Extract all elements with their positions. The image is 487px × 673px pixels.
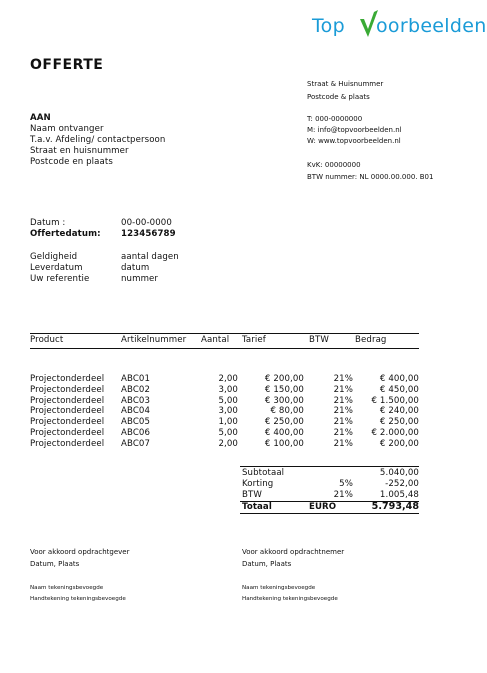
geldigheid-label: Geldigheid [30, 252, 78, 262]
logo-text-oorbeelden: oorbeelden [376, 15, 487, 37]
cell-artikel: ABC06 [121, 428, 151, 438]
cell-aantal: 5,00 [218, 428, 238, 438]
cell-artikel: ABC02 [121, 384, 151, 395]
signature-left-heading: Voor akkoord opdrachtgever [30, 548, 130, 556]
cell-aantal: 2,00 [218, 374, 238, 384]
sender-address [307, 79, 383, 102]
cell-bedrag: € 400,00 [379, 374, 419, 384]
sender-contact [307, 114, 402, 146]
leverdatum-label: Leverdatum [30, 263, 83, 273]
recipient-block [30, 113, 165, 168]
recipient-name: Naam ontvanger [30, 124, 104, 134]
cell-tarief: € 250,00 [264, 417, 304, 428]
signature-right-heading: Voor akkoord opdrachtnemer [242, 548, 345, 556]
cell-artikel: ABC03 [121, 395, 151, 406]
cell-btw: 21% [333, 384, 353, 395]
cell-product: Projectonderdeel [30, 417, 105, 428]
signature-opdrachtnemer [242, 547, 344, 569]
recipient-postcode: Postcode en plaats [30, 157, 113, 167]
col-header-product: Product [30, 335, 64, 345]
cell-artikel: ABC04 [121, 406, 151, 417]
sender-registration [307, 160, 433, 182]
cell-bedrag: € 240,00 [379, 406, 419, 417]
sender-phone: T: 000-0000000 [307, 115, 363, 123]
sender-kvk: KvK: 00000000 [307, 161, 361, 169]
totals-top-rule [240, 466, 419, 467]
cell-btw: 21% [333, 438, 353, 449]
cell-tarief: € 150,00 [264, 384, 304, 395]
cell-tarief: € 80,00 [270, 406, 304, 417]
table-top-rule [30, 333, 419, 334]
col-header-bedrag: Bedrag [355, 335, 387, 345]
cell-artikel: ABC07 [121, 438, 151, 449]
signature-left-date-place: Datum, Plaats [30, 560, 80, 568]
totaal-label: Totaal [242, 502, 272, 512]
signature-left-sign: Handtekening tekeningsbevoegde [30, 596, 126, 602]
cell-aantal: 3,00 [218, 384, 238, 395]
cell-tarief: € 200,00 [264, 374, 304, 384]
cell-btw: 21% [333, 406, 353, 417]
recipient-heading: AAN [30, 113, 51, 123]
col-header-artikel: Artikelnummer [121, 335, 187, 345]
datum-value: 00-00-0000 [121, 218, 172, 228]
totaal-currency: EURO [309, 502, 337, 512]
sender-email: M: info@topvoorbeelden.nl [307, 126, 402, 134]
cell-product: Projectonderdeel [30, 406, 105, 417]
datum-label: Datum : [30, 218, 66, 228]
cell-aantal: 1,00 [218, 417, 238, 428]
offertedatum-value: 123456789 [121, 229, 176, 239]
cell-product: Projectonderdeel [30, 384, 105, 395]
cell-tarief: € 300,00 [264, 395, 304, 406]
offertedatum-label: Offertedatum: [30, 229, 101, 239]
recipient-attention: T.a.v. Afdeling/ contactpersoon [30, 135, 166, 145]
referentie-label: Uw referentie [30, 274, 90, 284]
sender-postcode: Postcode & plaats [307, 93, 370, 101]
signature-left-fields [30, 584, 126, 603]
signature-left-name: Naam tekeningsbevoegde [30, 585, 104, 591]
cell-btw: 21% [333, 374, 353, 384]
logo-text-top: Top [312, 15, 345, 37]
col-header-tarief: Tarief [242, 335, 266, 345]
signature-opdrachtgever [30, 547, 130, 569]
korting-label: Korting [242, 479, 274, 489]
signature-right-name: Naam tekeningsbevoegde [242, 585, 316, 591]
subtotaal-value: 5.040,00 [379, 468, 419, 478]
col-header-aantal: Aantal [201, 335, 230, 345]
signature-right-fields [242, 584, 338, 603]
btw-total-value: 1.005,48 [379, 490, 419, 500]
btw-total-percentage: 21% [333, 490, 353, 500]
korting-value: -252,00 [385, 479, 419, 489]
cell-aantal: 2,00 [218, 438, 238, 449]
totaal-value: 5.793,48 [371, 501, 419, 512]
cell-product: Projectonderdeel [30, 438, 105, 449]
cell-bedrag: € 200,00 [379, 438, 419, 449]
sender-street: Straat & Huisnummer [307, 80, 384, 88]
cell-bedrag: € 450,00 [379, 384, 419, 395]
table-header-rule [30, 348, 419, 349]
recipient-street: Straat en huisnummer [30, 146, 129, 156]
korting-percentage: 5% [339, 479, 353, 489]
cell-aantal: 5,00 [218, 395, 238, 406]
cell-tarief: € 100,00 [264, 438, 304, 449]
sender-btw: BTW nummer: NL 0000.00.000. B01 [307, 173, 434, 181]
referentie-value: nummer [121, 274, 159, 284]
cell-product: Projectonderdeel [30, 374, 105, 384]
cell-btw: 21% [333, 395, 353, 406]
cell-product: Projectonderdeel [30, 395, 105, 406]
cell-artikel: ABC05 [121, 417, 151, 428]
cell-product: Projectonderdeel [30, 428, 105, 438]
sender-website: W: www.topvoorbeelden.nl [307, 137, 401, 145]
cell-aantal: 3,00 [218, 406, 238, 417]
cell-btw: 21% [333, 428, 353, 438]
cell-bedrag: € 1.500,00 [371, 395, 419, 406]
cell-bedrag: € 250,00 [379, 417, 419, 428]
cell-artikel: ABC01 [121, 374, 151, 384]
cell-bedrag: € 2.000,00 [371, 428, 419, 438]
signature-right-date-place: Datum, Plaats [242, 560, 292, 568]
cell-btw: 21% [333, 417, 353, 428]
subtotaal-label: Subtotaal [242, 468, 285, 478]
cell-tarief: € 400,00 [264, 428, 304, 438]
btw-total-label: BTW [242, 490, 262, 500]
signature-right-sign: Handtekening tekeningsbevoegde [242, 596, 338, 602]
document-title: OFFERTE [30, 57, 104, 73]
geldigheid-value: aantal dagen [121, 252, 179, 262]
table-bottom-rule [240, 513, 419, 514]
col-header-btw: BTW [309, 335, 329, 345]
leverdatum-value: datum [121, 263, 150, 273]
